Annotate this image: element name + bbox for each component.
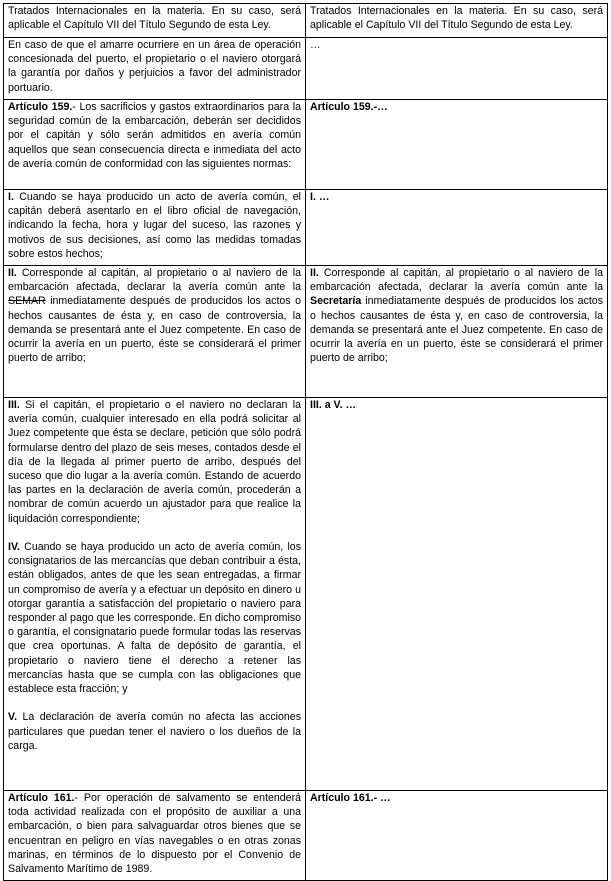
current-text-cell <box>4 398 306 791</box>
fraction-number: I. <box>8 191 14 203</box>
current-text-cell <box>4 190 306 266</box>
reform-text-cell <box>306 4 608 38</box>
fraction-number: I. … <box>310 191 330 203</box>
article-number: Artículo 159. <box>8 101 73 113</box>
cell-text: - Los sacrificios y gastos extraordinarios para la seguridad común de la embarcación, deberán ser decididos por el capitán y sólo serán admitidos en avería común aquellos que sean consecuencia directa e inmediata del acto de avería común de conformidad con las siguientes normas: <box>8 101 301 170</box>
paragraph-gap <box>8 526 301 540</box>
table-row <box>4 100 608 190</box>
table-row <box>4 190 608 266</box>
cell-text: inmediatamente después de producidos los actos o hechos causantes de ésta y, en caso de controversia, la demanda se presentará ante el Juez competente. En caso de ocurrir la avería en un puerto, éste se considerará el primer puerto de arribo; <box>310 295 603 365</box>
fraction-paragraph <box>8 540 301 696</box>
table-row <box>4 38 608 100</box>
current-text-cell <box>4 266 306 398</box>
current-text-cell <box>4 791 306 881</box>
cell-text: Corresponde al capitán, al propietario o al naviero de la embarcación afectada, declarar la avería común ante la <box>310 267 603 294</box>
fraction-paragraph <box>8 398 301 526</box>
reform-text-cell <box>306 398 608 791</box>
article-number: Artículo 159.-… <box>310 101 388 113</box>
current-text-cell <box>4 100 306 190</box>
article-number: Artículo 161.- … <box>310 792 391 804</box>
fraction-number: III. <box>8 399 20 411</box>
table-row <box>4 4 608 38</box>
cell-text: Si el capitán, el propietario o el naviero no declaran la avería común, cualquier interesado en ella podrá solicitar al Juez competente que ésta se declare, petición que sólo podrá formularse dentro del plazo de seis meses, contados desde el día de la llegada al primer puerto de arribo, después del suceso que dio lugar a la avería común. Estando de acuerdo las partes en la declaración de avería común, procederán a nombrar de común acuerdo un ajustador para que realice la liquidación correspondiente; <box>8 399 301 525</box>
fraction-paragraph <box>8 710 301 753</box>
cell-text: Tratados Internacionales en la materia. En su caso, será aplicable el Capítulo VII del Título Segundo de esta Ley. <box>310 5 603 32</box>
cell-text: Cuando se haya producido un acto de avería común, los consignatarios de las mercancías que deban contribuir a ésta, están obligados, antes de que les sean entregadas, a firmar un compromiso de avería y a efectuar un depósito en dinero u otorgar garantía a satisfacción del propietario o naviero para responder al pago que les corresponde. En dicho compromiso o garantía, el consignatario puede formular todas las reservas que crea oportunas. A falta de depósito de garantía, el propietario o naviero tiene el derecho a retener las mercancías hasta que se cumpla con las obligaciones que establece esta fracción; y <box>8 541 301 696</box>
fraction-number: V. <box>8 711 18 724</box>
article-number: Artículo 161. <box>8 792 75 804</box>
current-text-cell <box>4 38 306 100</box>
reform-text-cell <box>306 791 608 881</box>
reform-text-cell <box>306 266 608 398</box>
cell-text: La declaración de avería común no afecta las acciones particulares que puedan tener el naviero o los dueños de la carga. <box>8 711 301 752</box>
table-row <box>4 398 608 791</box>
highlighted-text: Secretaría <box>310 295 362 308</box>
table-row <box>4 791 608 881</box>
current-text-cell <box>4 4 306 38</box>
table-row <box>4 266 608 398</box>
reform-text-cell <box>306 38 608 100</box>
cell-text: Corresponde al capitán, al propietario o al naviero de la embarcación afectada, declarar la avería común ante la <box>8 267 301 294</box>
cell-text: … <box>310 39 321 51</box>
cell-text: Tratados Internacionales en la materia. En su caso, será aplicable el Capítulo VII del Título Segundo de esta Ley. <box>8 5 301 32</box>
cell-text: - Por operación de salvamento se entenderá toda actividad realizada con el propósito de auxiliar a una embarcación, o bien para salvaguardar otros bienes que se encuentran en peligro en vías navegables o en otras zonas marinas, en términos de lo dispuesto por el Convenio de Salvamento Marítimo de 1989. <box>8 792 301 876</box>
struck-text: SEMAR <box>8 295 46 308</box>
fraction-number: II. <box>8 267 17 279</box>
reform-text-cell <box>306 190 608 266</box>
comparison-table <box>3 3 608 881</box>
fraction-number: III. a V. … <box>310 399 357 411</box>
fraction-number: II. <box>310 267 319 279</box>
cell-text: Cuando se haya producido un acto de avería común, el capitán deberá asentarlo en el libro oficial de navegación, indicando la fecha, hora y lugar del suceso, las razones y motivos de sus decisiones, así como las medidas tomadas sobre estos hechos; <box>8 191 301 260</box>
reform-text-cell <box>306 100 608 190</box>
fraction-number: IV. <box>8 541 20 554</box>
paragraph-gap <box>8 696 301 710</box>
cell-text: inmediatamente después de producidos los actos o hechos causantes de ésta y, en caso de controversia, la demanda se presentará ante el Juez competente. En caso de ocurrir la avería en un puerto, éste se considerará el primer puerto de arribo; <box>8 295 301 365</box>
cell-text: En caso de que el amarre ocurriere en un área de operación concesionada del puerto, el propietario o el naviero otorgará la garantía por daños y perjuicios a favor del administrador portuario. <box>8 39 301 94</box>
